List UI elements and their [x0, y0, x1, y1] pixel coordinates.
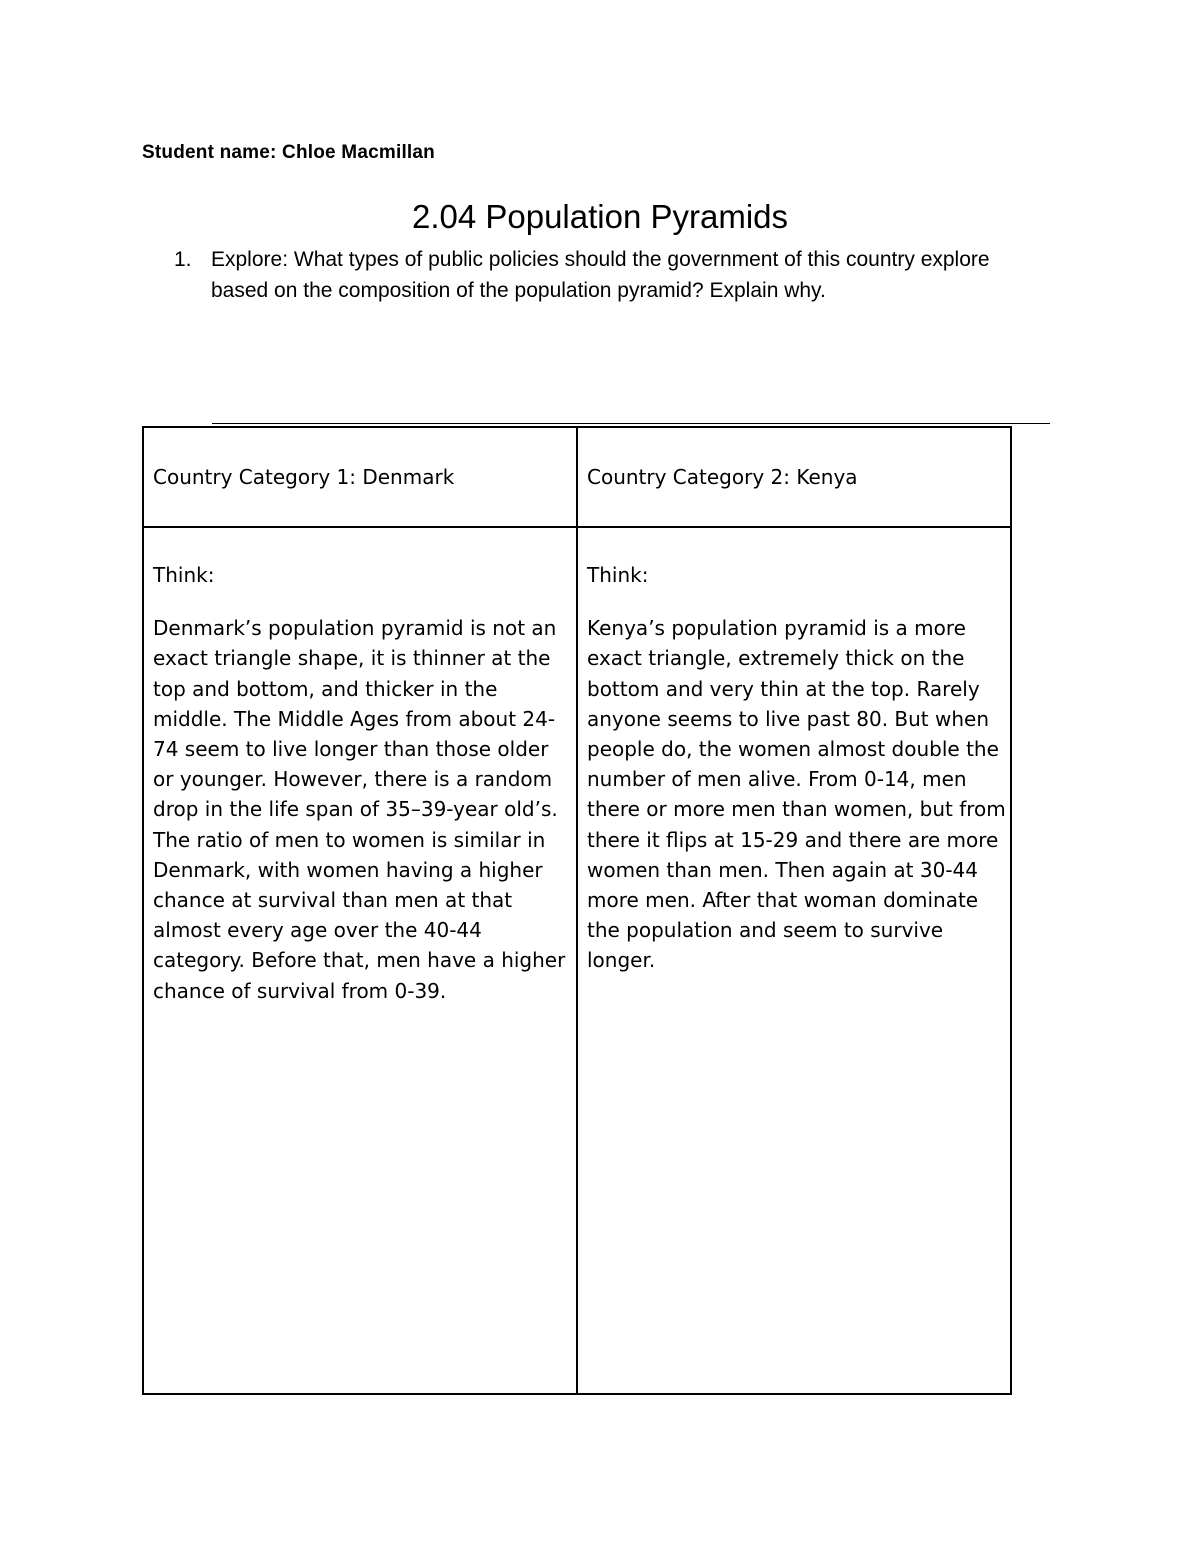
think-label-denmark: Think:: [153, 563, 215, 587]
denmark-response-text: Denmark’s population pyramid is not an exact triangle shape, it is thinner at the top and bottom, and thicker in the middle. The Middle Ages from about 24-74 seem to live longer than those older or younger. However, there is a random drop in the life span of 35–39-year old’s. The ratio of men to women is similar in Denmark, with women having a higher chance at survival than men at that almost every age over the 40-44 category. Before that, men have a higher chance of survival from 0-39.: [153, 616, 566, 1003]
student-name-value: Chloe Macmillan: [282, 142, 435, 163]
kenya-response-text: Kenya’s population pyramid is a more exact triangle, extremely thick on the bottom and very thin at the top. Rarely anyone seems to live past 80. But when people do, the women almost double the number of men alive. From 0-14, men there or more men than women, but from there it flips at 15-29 and there are more women than men. Then again at 30-44 more men. After that woman dominate the population and seem to survive longer.: [587, 616, 1006, 973]
question-number: 1.: [174, 248, 192, 271]
student-name-line: [142, 142, 435, 164]
denmark-response-cell[interactable]: [153, 560, 573, 1006]
student-name-label: Student name:: [142, 142, 277, 163]
column-header-kenya: Country Category 2: Kenya: [587, 465, 858, 489]
kenya-response-cell[interactable]: [587, 560, 1007, 976]
question-1: [174, 244, 1034, 306]
page-title: 2.04 Population Pyramids: [411, 198, 789, 235]
table-row-divider: [144, 526, 1010, 528]
answer-line[interactable]: [212, 423, 1050, 424]
question-text: Explore: What types of public policies should the government of this country explore based on the composition of the population pyramid? Explain why.: [211, 248, 990, 302]
country-comparison-table: [142, 426, 1012, 1395]
table-column-divider: [576, 428, 578, 1393]
column-header-denmark: Country Category 1: Denmark: [153, 465, 455, 489]
think-label-kenya: Think:: [587, 563, 649, 587]
